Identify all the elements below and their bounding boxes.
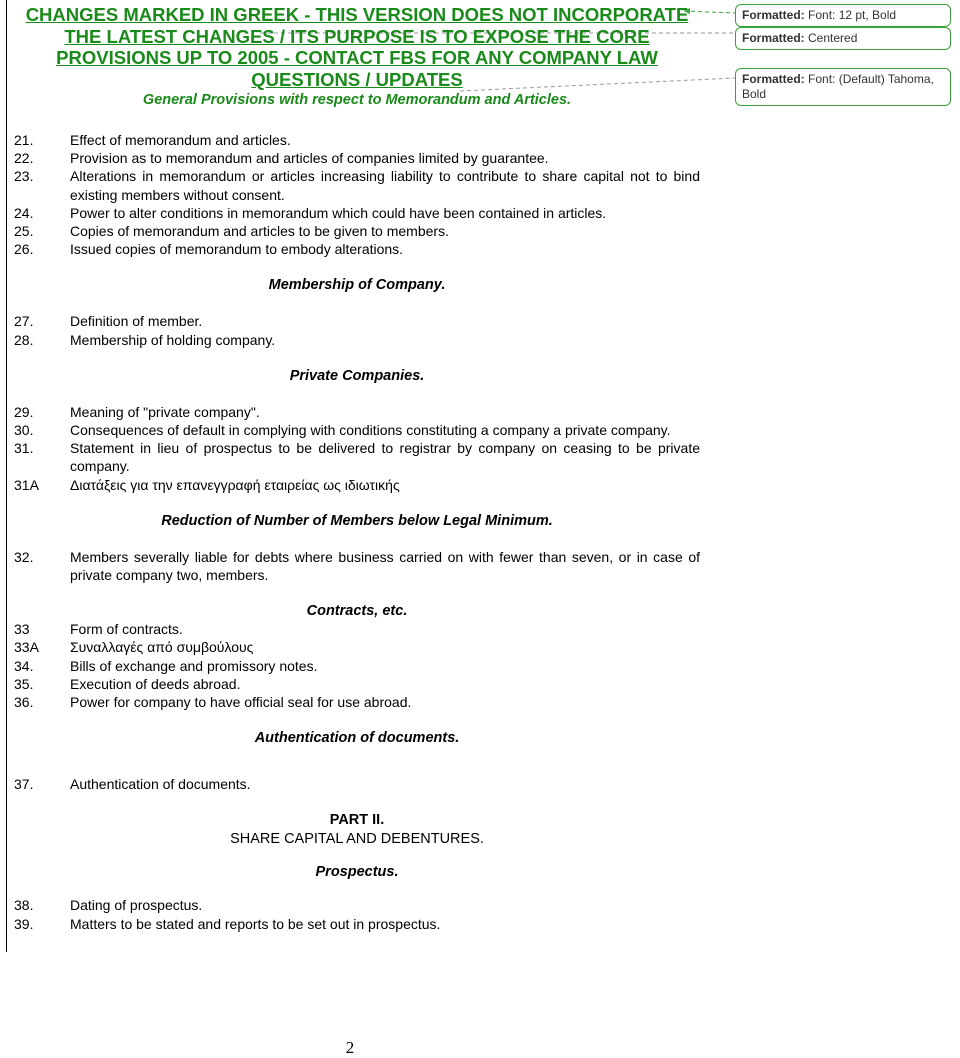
list-item: 33 Form of contracts. <box>14 621 183 638</box>
private-companies-list <box>14 403 700 494</box>
balloon-label: Formatted: <box>742 31 805 45</box>
list-item: 27. Definition of member. <box>14 313 203 330</box>
format-balloon-2[interactable] <box>735 27 951 50</box>
list-item: 23. Alterations in memorandum or articles increasing liability to contribute to share capital not to bind existing members without consent. <box>14 168 700 203</box>
banner-line: THE LATEST CHANGES / ITS PURPOSE IS TO EXPOSE THE CORE <box>64 25 650 47</box>
section-heading: Membership of Company. <box>268 277 446 294</box>
list-item: 25. Copies of memorandum and articles to be given to members. <box>14 223 449 240</box>
document-page <box>14 0 700 933</box>
page-number: 2 <box>345 1038 355 1057</box>
list-item: 31A Διατάξεις για την επανεγγραφή εταιρείας ως ιδιωτικής <box>14 476 400 493</box>
list-item: 26. Issued copies of memorandum to embody alterations. <box>14 241 404 258</box>
membership-list <box>14 312 700 348</box>
list-item: 39. Matters to be stated and reports to be set out in prospectus. <box>14 915 441 932</box>
list-item: 36. Power for company to have official seal for use abroad. <box>14 694 412 711</box>
authentication-list <box>14 775 700 793</box>
general-provisions-list <box>14 131 700 258</box>
balloon-label: Formatted: <box>742 72 805 86</box>
contracts-list <box>14 620 700 711</box>
banner-line: PROVISIONS UP TO 2005 - CONTACT FBS FOR ANY COMPANY LAW <box>56 47 658 68</box>
section-heading: Contracts, etc. <box>306 603 408 620</box>
balloon-value: Centered <box>808 31 858 45</box>
part-title: SHARE CAPITAL AND DEBENTURES. <box>230 830 484 847</box>
list-item: 32. Members severally liable for debts where business carried on with fewer than seven, or in case of private company two, members. <box>14 548 700 584</box>
list-item: 35. Execution of deeds abroad. <box>14 675 241 692</box>
tracked-change-banner <box>14 0 700 90</box>
banner-line: QUESTIONS / UPDATES <box>251 68 463 90</box>
banner-line: CHANGES MARKED IN GREEK - THIS VERSION DOES NOT INCORPORATE <box>25 4 689 25</box>
balloon-value: Font: 12 pt, Bold <box>808 8 897 22</box>
reduction-list <box>14 548 700 584</box>
section-heading: Private Companies. <box>289 367 425 384</box>
list-item: 22. Provision as to memorandum and articles of companies limited by guarantee. <box>14 150 549 167</box>
list-item: 29. Meaning of "private company". <box>14 403 260 420</box>
list-item: 37. Authentication of documents. <box>14 776 251 793</box>
list-item: 33A Συναλλαγές από συμβούλους <box>14 639 254 656</box>
list-item: 21. Effect of memorandum and articles. <box>14 132 291 148</box>
list-item: 34. Bills of exchange and promissory notes. <box>14 657 318 674</box>
prospectus-list <box>14 896 700 932</box>
format-balloon-3[interactable] <box>735 68 951 106</box>
section-subtitle: General Provisions with respect to Memorandum and Articles. <box>142 92 572 108</box>
change-bar <box>6 0 7 952</box>
list-item: 24. Power to alter conditions in memorandum which could have been contained in articles. <box>14 204 607 221</box>
list-item: 28. Membership of holding company. <box>14 331 276 348</box>
list-item: 30. Consequences of default in complying with conditions constituting a company a private company. <box>14 422 671 439</box>
balloon-label: Formatted: <box>742 8 805 22</box>
list-item: 31. Statement in lieu of prospectus to be delivered to registrar by company on ceasing to be private company. <box>14 440 700 475</box>
section-heading: Authentication of documents. <box>254 730 460 747</box>
part-label: PART II. <box>329 812 385 829</box>
list-item: 38. Dating of prospectus. <box>14 897 203 914</box>
section-heading: Prospectus. <box>315 864 399 881</box>
format-balloon-1[interactable] <box>735 4 951 27</box>
balloon-value: Font: (Default) Tahoma, Bold <box>742 72 934 101</box>
section-heading: Reduction of Number of Members below Legal Minimum. <box>161 512 553 529</box>
